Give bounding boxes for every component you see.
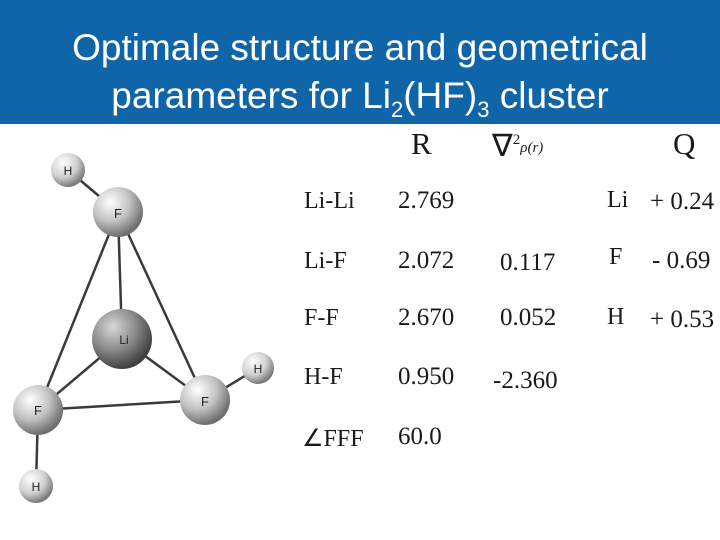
- atom-h-top-label: H: [63, 164, 73, 178]
- atom-h-bottom-label: H: [31, 480, 41, 494]
- param-label: F-F: [304, 305, 339, 331]
- charge-value: - 0.69: [652, 247, 711, 274]
- atom-f-left-label: F: [34, 403, 42, 418]
- header-q: Q: [673, 126, 696, 161]
- charge-value: + 0.24: [650, 188, 715, 215]
- param-label: H-F: [304, 364, 343, 390]
- r-value: 60.0: [398, 423, 442, 450]
- laplacian-value: 0.052: [500, 304, 557, 331]
- title-line-2: [0, 72, 720, 120]
- atom-f-top-label: F: [114, 206, 122, 221]
- atom-f-right: [180, 375, 230, 425]
- molecule-structure: [0, 134, 300, 540]
- atom-h-right-label: H: [253, 362, 263, 376]
- laplacian-value: 0.117: [500, 249, 556, 276]
- param-label: ∠FFF: [302, 426, 364, 452]
- r-value: 0.950: [398, 363, 455, 390]
- charge-atom: H: [607, 304, 625, 330]
- laplacian-value: -2.360: [493, 367, 558, 394]
- atom-f-right-label: F: [201, 394, 209, 409]
- title-sub-hf: 3: [477, 97, 490, 122]
- title-line-1: Optimale structure and geometrical: [72, 27, 648, 68]
- atom-h-right: [242, 352, 274, 384]
- laplacian-superscript: 2: [512, 132, 521, 148]
- title-line-2-prefix: parameters for Li: [111, 75, 391, 116]
- charge-atom: Li: [607, 187, 629, 213]
- laplacian-symbol: ∇: [492, 128, 513, 163]
- header-r: R: [411, 126, 432, 161]
- atom-li-center: [92, 309, 152, 369]
- atom-h-bottom: [19, 469, 53, 503]
- bond-f-top-f-right: [118, 212, 205, 400]
- bond-f-top-f-left: [38, 212, 118, 410]
- header-laplacian: [492, 128, 543, 164]
- slide-title: [0, 24, 720, 120]
- param-label: Li-Li: [304, 188, 355, 214]
- param-label: Li-F: [304, 248, 347, 274]
- r-value: 2.072: [398, 247, 455, 274]
- charge-atom: F: [609, 244, 623, 270]
- title-line-2-suffix: cluster: [489, 75, 609, 116]
- atom-h-top: [51, 153, 85, 187]
- bond-f-left-f-right: [38, 400, 205, 410]
- title-sub-li: 2: [390, 97, 404, 122]
- r-value: 2.769: [398, 187, 455, 214]
- charge-value: + 0.53: [650, 306, 715, 333]
- r-value: 2.670: [398, 304, 455, 331]
- laplacian-function: ρ(r): [520, 140, 544, 156]
- atom-f-left: [13, 385, 63, 435]
- atom-li-center-label: Li: [119, 333, 129, 347]
- atom-f-top: [93, 187, 143, 237]
- title-line-2-mid: (HF): [403, 75, 478, 116]
